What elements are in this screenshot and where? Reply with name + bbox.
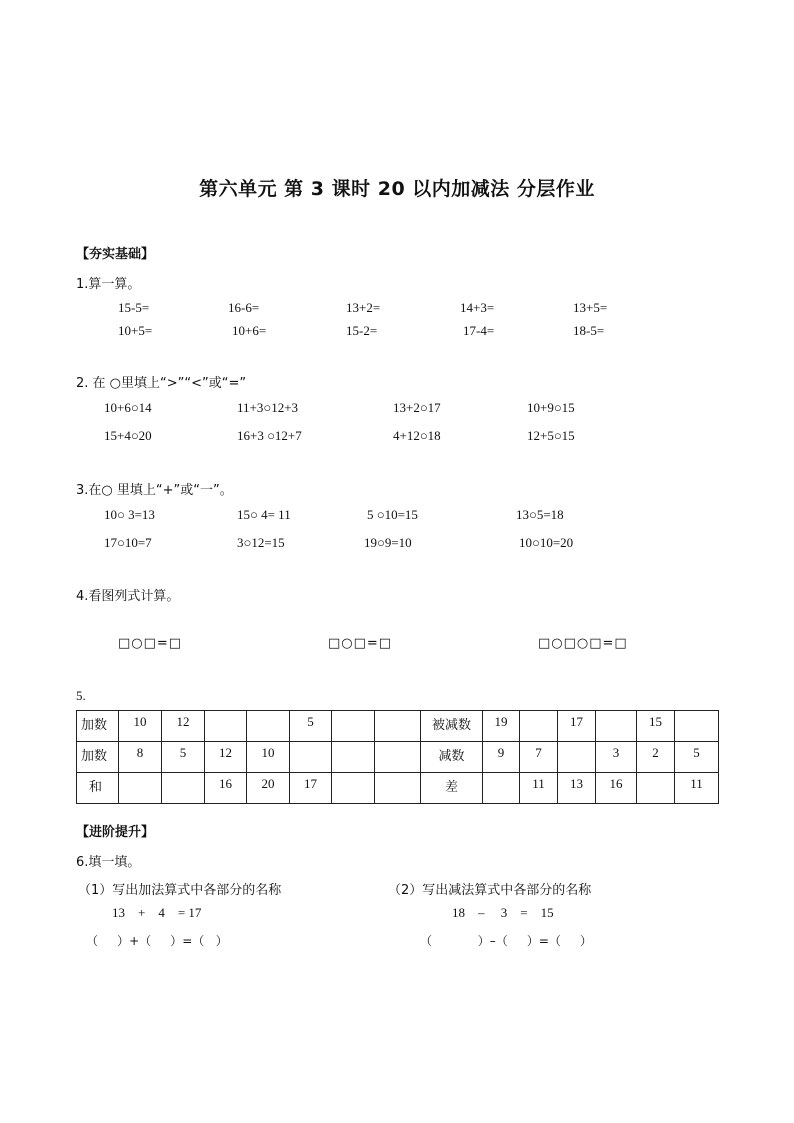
table-cell: 7 xyxy=(520,742,558,773)
table-cell: 13 xyxy=(558,773,596,804)
q6-part2-equation: 18 – 3 = 15 xyxy=(452,905,554,920)
table-row-label: 差 xyxy=(421,773,483,804)
q4-heading: 4.看图列式计算。 xyxy=(76,589,180,604)
q6-part1-equation: 13 + 4 = 17 xyxy=(112,905,202,920)
table-row xyxy=(77,711,719,742)
q2-item: 10+9○15 xyxy=(527,400,575,415)
table-cell: 3 xyxy=(596,742,637,773)
q2-item: 13+2○17 xyxy=(393,400,441,415)
table-cell: 12 xyxy=(205,742,247,773)
table-cell: 17 xyxy=(558,711,596,742)
table-row-label: 加数 xyxy=(77,742,119,773)
q1-item: 13+2= xyxy=(346,300,381,315)
table-row xyxy=(77,742,719,773)
table-cell: 19 xyxy=(483,711,520,742)
q1-item: 10+6= xyxy=(232,323,267,338)
table-cell xyxy=(637,773,675,804)
q1-item: 14+3= xyxy=(460,300,495,315)
q6-part2-blanks: （ ）–（ ）=（ ） xyxy=(420,934,592,948)
table-cell: 12 xyxy=(162,711,205,742)
table-cell: 11 xyxy=(675,773,719,804)
table-cell xyxy=(520,711,558,742)
table-cell: 5 xyxy=(162,742,205,773)
table-cell xyxy=(205,711,247,742)
table-cell: 11 xyxy=(520,773,558,804)
table-cell: 10 xyxy=(247,742,290,773)
table-cell: 16 xyxy=(596,773,637,804)
table-row xyxy=(77,773,719,804)
table-cell xyxy=(332,773,375,804)
table-row-label: 减数 xyxy=(421,742,483,773)
table-cell xyxy=(558,742,596,773)
q1-item: 15-2= xyxy=(346,323,378,338)
q5-table xyxy=(76,710,719,804)
table-cell xyxy=(247,711,290,742)
q3-item: 15○ 4= 11 xyxy=(237,507,291,522)
q1-item: 13+5= xyxy=(573,300,608,315)
table-cell xyxy=(596,711,637,742)
table-cell xyxy=(375,711,421,742)
table-cell xyxy=(483,773,520,804)
q4-expression: □○□○□=□ xyxy=(538,636,628,651)
q4-expression: □○□=□ xyxy=(118,636,183,651)
table-cell: 5 xyxy=(290,711,332,742)
q3-item: 13○5=18 xyxy=(516,507,564,522)
q2-heading: 2. 在 ○里填上“>”“<”或“=” xyxy=(76,376,247,391)
table-cell xyxy=(332,742,375,773)
table-cell xyxy=(290,742,332,773)
q1-item: 17-4= xyxy=(463,323,495,338)
q6-heading: 6.填一填。 xyxy=(76,855,141,870)
q3-item: 5 ○10=15 xyxy=(367,507,418,522)
q3-item: 10○ 3=13 xyxy=(104,507,155,522)
q1-item: 10+5= xyxy=(118,323,153,338)
q6-part1-blanks: （ ）+（ ）=（ ） xyxy=(86,934,228,948)
table-cell: 15 xyxy=(637,711,675,742)
q2-item: 4+12○18 xyxy=(393,428,441,443)
q3-item: 10○10=20 xyxy=(519,535,574,550)
table-cell: 16 xyxy=(205,773,247,804)
table-row-label: 被减数 xyxy=(421,711,483,742)
q1-heading: 1.算一算。 xyxy=(76,277,141,292)
table-cell: 10 xyxy=(119,711,162,742)
table-cell: 17 xyxy=(290,773,332,804)
q2-item: 11+3○12+3 xyxy=(237,400,299,415)
q1-item: 18-5= xyxy=(573,323,605,338)
q2-item: 16+3 ○12+7 xyxy=(237,428,302,443)
q1-item: 16-6= xyxy=(228,300,260,315)
q6-part2-label: （2）写出减法算式中各部分的名称 xyxy=(388,883,592,898)
table-cell xyxy=(162,773,205,804)
q3-item: 17○10=7 xyxy=(104,535,152,550)
table-cell: 5 xyxy=(675,742,719,773)
q1-item: 15-5= xyxy=(118,300,150,315)
q2-item: 15+4○20 xyxy=(104,428,152,443)
q3-item: 19○9=10 xyxy=(364,535,412,550)
q6-part1-label: （1）写出加法算式中各部分的名称 xyxy=(78,883,282,898)
table-cell: 9 xyxy=(483,742,520,773)
table-row-label: 和 xyxy=(77,773,119,804)
q2-item: 12+5○15 xyxy=(527,428,575,443)
table-cell: 8 xyxy=(119,742,162,773)
table-cell xyxy=(332,711,375,742)
page-title: 第六单元 第 3 课时 20 以内加减法 分层作业 xyxy=(199,178,595,200)
table-cell xyxy=(675,711,719,742)
table-cell: 20 xyxy=(247,773,290,804)
table-cell xyxy=(119,773,162,804)
q3-heading: 3.在○ 里填上“+”或“一”。 xyxy=(76,483,233,498)
section-heading-advanced: 【进阶提升】 xyxy=(76,825,155,840)
table-cell: 2 xyxy=(637,742,675,773)
q5-heading: 5. xyxy=(76,688,86,703)
q2-item: 10+6○14 xyxy=(104,400,152,415)
table-row-label: 加数 xyxy=(77,711,119,742)
section-heading-basic: 【夯实基础】 xyxy=(76,247,155,262)
table-cell xyxy=(375,742,421,773)
table-cell xyxy=(375,773,421,804)
q4-expression: □○□=□ xyxy=(328,636,393,651)
q3-item: 3○12=15 xyxy=(237,535,285,550)
